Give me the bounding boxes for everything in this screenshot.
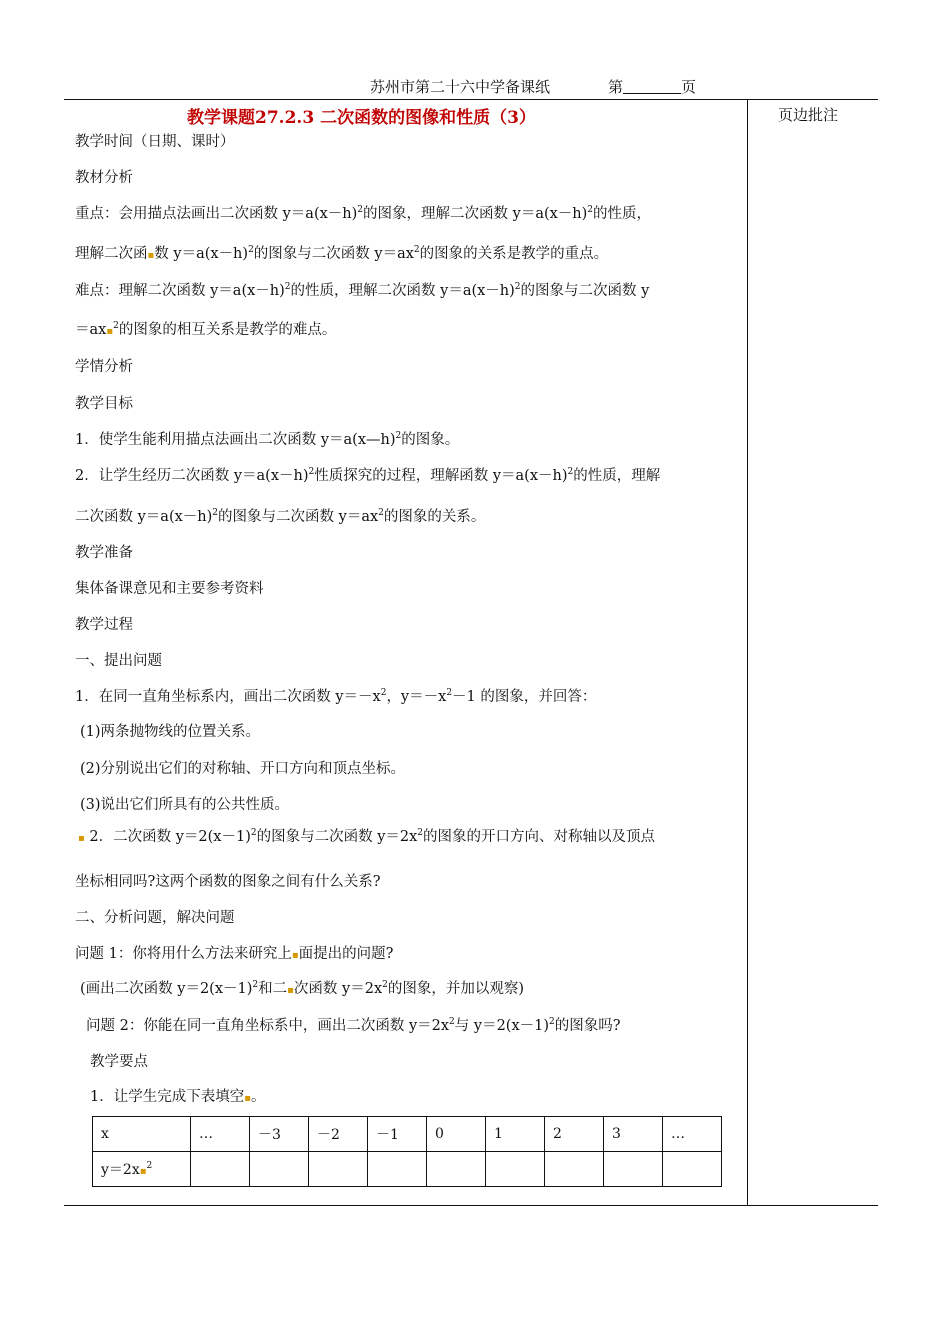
- table-cell-empty[interactable]: [309, 1152, 368, 1187]
- table-cell-empty[interactable]: [663, 1152, 722, 1187]
- problem-1-hint: (画出二次函数 $y=2(x-1)^2$和二▪次函数 $y=2x^2$的图象，并加以观察): [80, 980, 525, 997]
- question-1-item-2: (2)分别说出它们的对称轴、开口方向和顶点坐标。: [80, 761, 406, 777]
- page-header: [370, 76, 696, 97]
- table-cell: 0: [427, 1117, 486, 1152]
- process-heading: 教学过程: [75, 617, 133, 633]
- table-cell: －2: [309, 1117, 368, 1152]
- lesson-title: 教学课题27.2.3 二次函数的图像和性质（3）: [187, 108, 536, 128]
- page-number-blank: [623, 79, 681, 94]
- table-row: [93, 1117, 722, 1152]
- goal-2-line2: 二次函数 $y=a(x-h)^2$的图象与二次函数 $y=ax^2$的图象的关系。: [75, 508, 486, 525]
- students-heading: 学情分析: [75, 359, 133, 375]
- goal-2-line1: 2．让学生经历二次函数 $y=a(x-h)^2$性质探究的过程，理解函数 $y=a(x-h)^2$的性质，理解: [75, 467, 661, 484]
- question-1-item-1: (1)两条抛物线的位置关系。: [80, 724, 261, 740]
- teaching-time: 教学时间（日期、课时）: [75, 134, 235, 150]
- key-point-line2: 理解二次函▪数 $y=a(x-h)^2$的图象与二次函数 $y=ax^2$的图象的关系是教学的重点。: [75, 245, 609, 262]
- question-1: 1．在同一直角坐标系内，画出二次函数 $y=-x^2$，$y=-x^2-1$ 的图象，并回答：: [75, 688, 597, 705]
- goals-heading: 教学目标: [75, 396, 133, 412]
- question-1-item-3: (3)说出它们所具有的公共性质。: [80, 797, 290, 813]
- table-cell: －1: [368, 1117, 427, 1152]
- value-table: [92, 1116, 722, 1187]
- difficulty-line1: 难点：理解二次函数 $y=a(x-h)^2$的性质，理解二次函数 $y=a(x-h)^2$的图象与二次函数 y: [75, 282, 650, 299]
- table-cell: 1: [486, 1117, 545, 1152]
- table-cell: x: [93, 1117, 191, 1152]
- table-cell-empty[interactable]: [604, 1152, 663, 1187]
- table-cell-empty[interactable]: [486, 1152, 545, 1187]
- header-rule: [64, 99, 878, 100]
- difficulty-line2: ＝ax▪$^2$的图象的相互关系是教学的难点。: [75, 321, 337, 338]
- table-cell: …: [191, 1117, 250, 1152]
- table-cell-empty[interactable]: [427, 1152, 486, 1187]
- part-one-heading: 一、提出问题: [75, 653, 162, 669]
- table-cell-empty[interactable]: [250, 1152, 309, 1187]
- table-cell: y＝2x▪$^2$: [93, 1152, 191, 1187]
- school-name: 苏州市第二十六中学备课纸: [370, 78, 551, 96]
- teaching-points-heading: 教学要点: [90, 1054, 148, 1070]
- prep-heading: 教学准备: [75, 545, 133, 561]
- problem-2: 问题 2：你能在同一直角坐标系中，画出二次函数 $y=2x^2$与 $y=2(x-1)^2$的图象吗?: [86, 1017, 621, 1034]
- problem-1: 问题 1：你将用什么方法来研究上▪面提出的问题?: [75, 946, 394, 962]
- material-heading: 教材分析: [75, 170, 133, 186]
- fill-table-instruction: 1．让学生完成下表填空▪。: [90, 1089, 266, 1105]
- table-cell: －3: [250, 1117, 309, 1152]
- question-2-line1: ▪ 2．二次函数 $y=2(x-1)^2$的图象与二次函数 $y=2x^2$的图象的开口方向、对称轴以及顶点: [78, 828, 656, 845]
- margin-notes-title: 页边批注: [778, 106, 839, 124]
- table-cell: …: [663, 1117, 722, 1152]
- table-cell-empty[interactable]: [368, 1152, 427, 1187]
- table-cell-empty[interactable]: [191, 1152, 250, 1187]
- table-cell: 3: [604, 1117, 663, 1152]
- key-point-line1: 重点：会用描点法画出二次函数 $y=a(x-h)^2$的图象，理解二次函数 $y=a(x-h)^2$的性质，: [75, 205, 652, 222]
- question-2-line2: 坐标相同吗?这两个函数的图象之间有什么关系?: [75, 874, 381, 890]
- table-cell: 2: [545, 1117, 604, 1152]
- table-row: [93, 1152, 722, 1187]
- page-number-suffix: 页: [681, 78, 697, 96]
- page-number-prefix: 第: [608, 78, 624, 96]
- table-cell-empty[interactable]: [545, 1152, 604, 1187]
- prep-text: 集体备课意见和主要参考资料: [75, 581, 264, 597]
- part-two-heading: 二、分析问题，解决问题: [75, 910, 235, 926]
- footer-rule: [64, 1205, 878, 1206]
- goal-1: 1．使学生能利用描点法画出二次函数 y＝a(x—h)$^2$的图象。: [75, 431, 460, 448]
- margin-divider: [747, 99, 748, 1205]
